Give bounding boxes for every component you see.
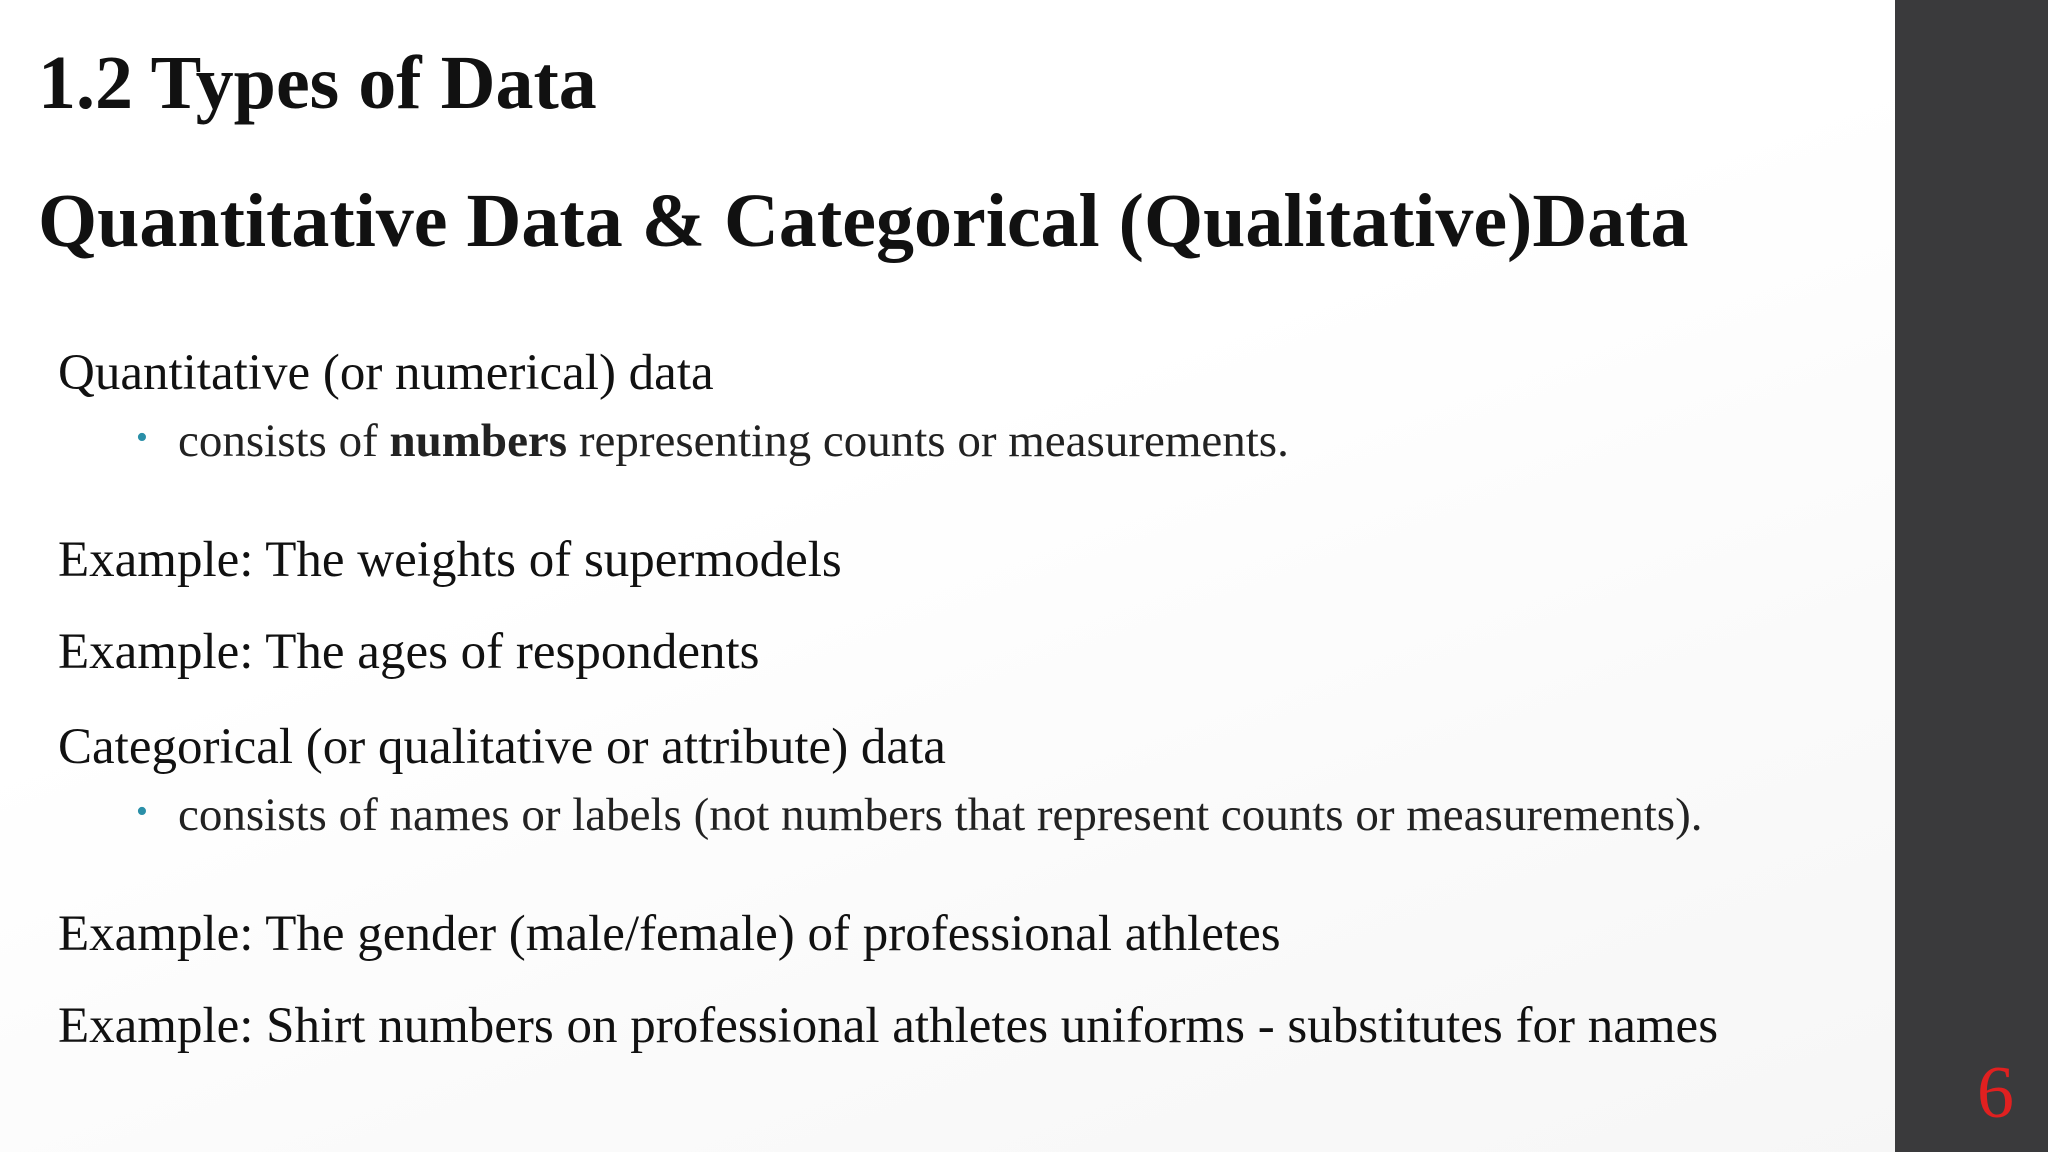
categorical-example-1: Example: The gender (male/female) of professional athletes [58, 906, 1281, 962]
quantitative-heading: Quantitative (or numerical) data [58, 345, 714, 401]
slide-sidebar [1895, 0, 2048, 1152]
quantitative-bullet [136, 416, 1289, 468]
slide-subtitle: Quantitative Data & Categorical (Qualitative)Data [38, 179, 1689, 263]
slide-title: 1.2 Types of Data [38, 41, 597, 125]
page-number: 6 [1977, 1052, 2014, 1134]
quantitative-example-1: Example: The weights of supermodels [58, 532, 842, 588]
categorical-heading: Categorical (or qualitative or attribute) data [58, 719, 946, 775]
quantitative-bullet-after: representing counts or measurements. [567, 415, 1289, 467]
bullet-dot-icon: • [136, 793, 148, 830]
quantitative-example-2: Example: The ages of respondents [58, 624, 760, 680]
quantitative-bullet-bold: numbers [389, 415, 568, 467]
bullet-dot-icon: • [136, 419, 148, 456]
quantitative-bullet-before: consists of [178, 415, 390, 467]
categorical-bullet [136, 790, 1703, 842]
categorical-example-2: Example: Shirt numbers on professional athletes uniforms - substitutes for names [58, 998, 1719, 1054]
categorical-bullet-text: consists of names or labels (not numbers that represent counts or measurements). [178, 789, 1703, 841]
